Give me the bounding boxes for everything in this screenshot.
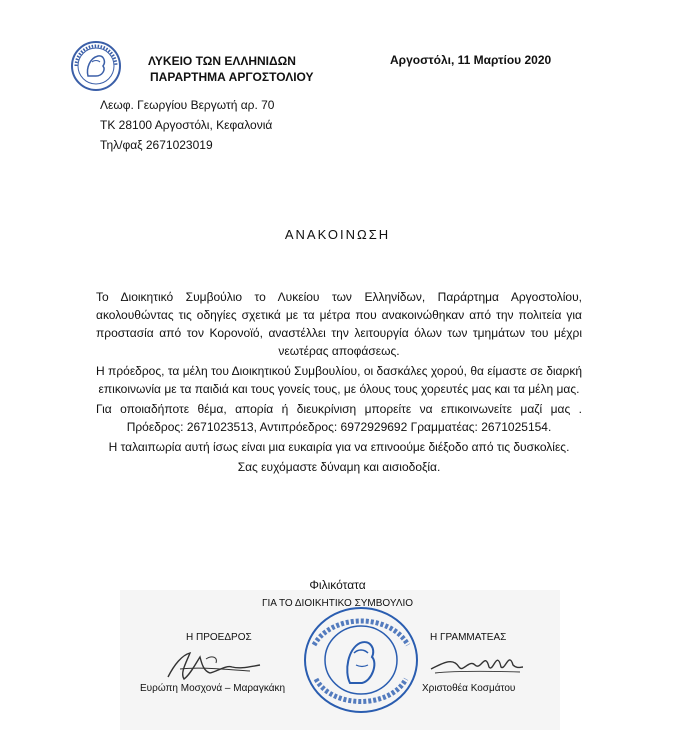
organization-name: [148, 53, 314, 85]
org-line-2: ΠΑΡΑΡΤΗΜΑ ΑΡΓΟΣΤΟΛΙΟΥ: [150, 70, 314, 84]
address-line: ΤΚ 28100 Αργοστόλι, Κεφαλονιά: [100, 118, 273, 132]
paragraph: Για οποιαδήποτε θέμα, απορία ή διευκρίνιση μπορείτε να επικοινωνείτε μαζί μας . Πρόεδρος: 2671023513, Αντιπρόεδρος: 6972929692 Γραμματέας: 2671025154.: [96, 402, 582, 434]
closing-line: Σας ευχόμαστε δύναμη και αισιοδοξία.: [237, 460, 441, 474]
greeting: Φιλικότατα: [309, 578, 366, 592]
paragraph: Το Διοικητικό Συμβούλιο το Λυκείου των Ελληνίδων, Παράρτημα Αργοστολίου, ακολουθώντας τις οδηγίες σχετικά με τα μέτρα που ανακοινώθηκαν από την πολιτεία για προστασία από τον Κορονοϊό, αναστέλλει την λειτουργία όλων των τμημάτων του μέχρι νεωτέρας αποφάσεως.: [96, 290, 582, 358]
president-role: Η ΠΡΟΕΔΡΟΣ: [186, 632, 252, 643]
lyceum-logo-seal-icon: [70, 40, 122, 92]
phone-line: Τηλ/φαξ 2671023019: [100, 138, 213, 152]
board-label: ΓΙΑ ΤΟ ΔΙΟΙΚΗΤΙΚΟ ΣΥΜΒΟΥΛΙΟ: [261, 598, 414, 609]
address-line: Λεωφ. Γεωργίου Βεργωτή αρ. 70: [100, 98, 275, 112]
paragraph: Η πρόεδρος, τα μέλη του Διοικητικού Συμβουλίου, οι δασκάλες χορού, θα είμαστε σε διαρκή επικοινωνία με τα παιδιά και τους γονείς τους, με όλους τους χορευτές μας και τα μέλη μας.: [96, 364, 582, 396]
paragraph: Η ταλαιπωρία αυτή ίσως είναι μια ευκαιρία για να επινοούμε διέξοδο από τις δυσκολίες.: [108, 440, 570, 454]
announcement-body: [96, 288, 582, 476]
secretary-name: Χριστοθέα Κοσμάτου: [422, 683, 516, 694]
document-date: Αργοστόλι, 11 Μαρτίου 2020: [390, 53, 552, 67]
address-block: [100, 95, 274, 155]
president-signature-icon: [160, 645, 270, 685]
president-name: Ευρώπη Μοσχονά – Μαραγκάκη: [140, 683, 286, 694]
secretary-role: Η ΓΡΑΜΜΑΤΕΑΣ: [430, 632, 507, 643]
document-title: ΑΝΑΚΟΙΝΩΣΗ: [284, 227, 391, 242]
lyceum-stamp-icon: [302, 605, 420, 715]
org-line-1: ΛΥΚΕΙΟ ΤΩΝ ΕΛΛΗΝΙΔΩΝ: [148, 54, 296, 68]
secretary-signature-icon: [425, 645, 525, 680]
